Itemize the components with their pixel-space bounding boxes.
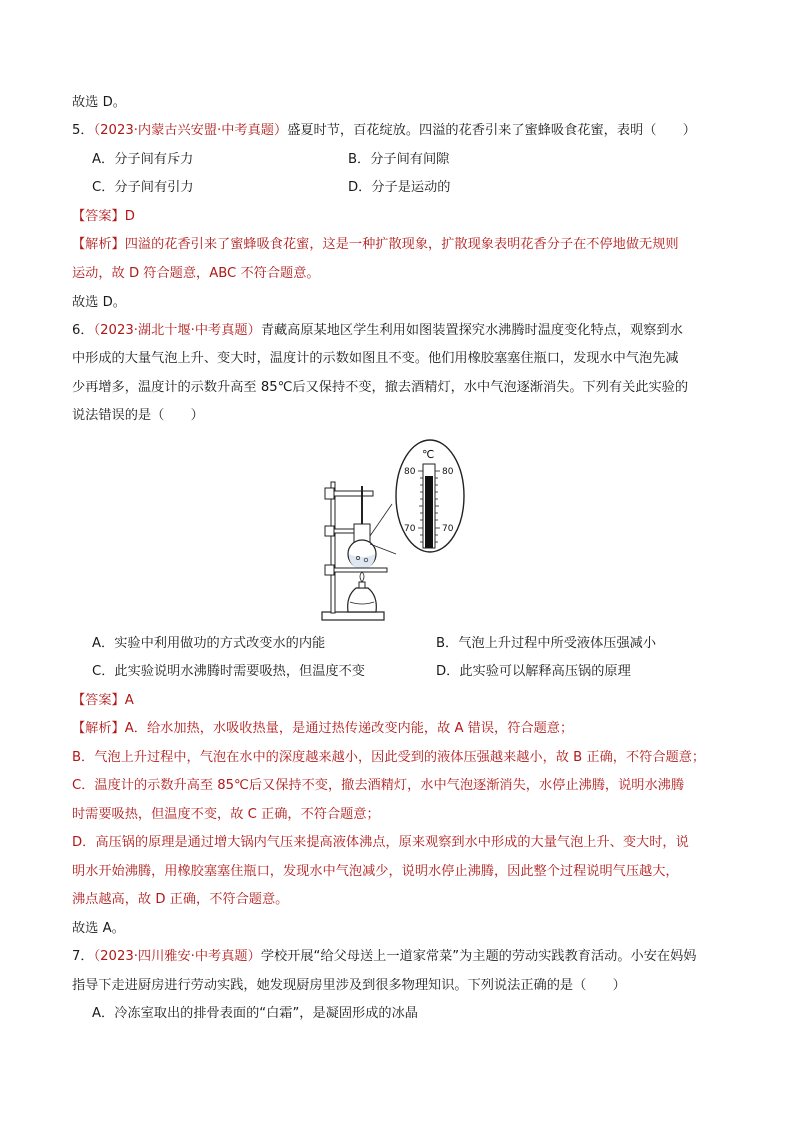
tick-70-left: 70 [404,524,416,534]
q6-stem-line-1 [72,321,683,341]
unit-label: ℃ [422,448,435,461]
q6-source: （2023·湖北十堰·中考真题） [93,323,261,338]
q5-answer: 【答案】D [72,209,135,224]
boiling-apparatus-figure [318,436,466,626]
q6-answer: 【答案】A [72,693,134,708]
q5-analysis-line-1: 【解析】四溢的花香引来了蜜蜂吸食花蜜，这是一种扩散现象，扩散现象表明花香分子在不停地做无规则 [72,237,679,252]
q5-option-c: C．分子间有引力 [92,180,194,195]
tick-80-left: 80 [404,467,416,477]
q6-stem-line-4: 说法错误的是（ ） [72,408,204,423]
q7-stem-line-1 [72,947,696,967]
q7-source: （2023·四川雅安·中考真题） [93,949,261,964]
q6-option-c: C．此实验说明水沸腾时需要吸热，但温度不变 [92,664,365,679]
q5-analysis-line-2: 运动，故 D 符合题意，ABC 不符合题意。 [72,266,320,281]
q6-option-b: B．气泡上升过程中所受液体压强减小 [436,636,657,651]
q7-number: 7． [72,949,94,964]
q5-option-b: B．分子间有间隙 [348,152,450,167]
q6-analysis-d-2: 明水开始沸腾，用橡胶塞塞住瓶口，发现水中气泡减少，说明水停止沸腾，因此整个过程说明气压越大， [72,864,679,879]
q5-stem-line [72,121,696,141]
q5-stem: 盛夏时节，百花绽放。四溢的花香引来了蜜蜂吸食花蜜，表明（ ） [287,123,696,138]
q5-option-a: A．分子间有斥力 [92,152,194,167]
q6-analysis-c-2: 时需要吸热，但温度不变，故 C 正确，不符合题意； [72,807,380,822]
q6-analysis-d-1: D．高压锅的原理是通过增大锅内气压来提高液体沸点，原来观察到水中形成的大量气泡上升、变大时，说 [72,835,689,850]
tick-80-right: 80 [442,467,454,477]
q6-option-d: D．此实验可以解释高压锅的原理 [436,664,631,679]
q7-stem-line-2: 指导下走进厨房进行劳动实践，她发现厨房里涉及到很多物理知识。下列说法正确的是（ ） [72,978,626,993]
stand-rod [331,482,335,613]
q5-number: 5． [72,123,94,138]
q6-conclusion: 故选 A。 [72,921,125,936]
q6-stem-1: 青藏高原某地区学生利用如图装置探究水沸腾时温度变化特点，观察到水 [260,323,683,338]
q6-stem-line-2: 中形成的大量气泡上升、变大时，温度计的示数如图且不变。他们用橡胶塞塞住瓶口，发现水中气泡先减 [72,351,679,366]
q6-number: 6． [72,323,94,338]
q6-option-a: A．实验中利用做功的方式改变水的内能 [92,636,326,651]
ring-support [327,568,387,572]
q6-analysis-d-3: 沸点越高，故 D 正确，不符合题意。 [72,892,289,907]
q7-option-a: A．冷冻室取出的排骨表面的“白霜”，是凝固形成的冰晶 [92,1006,418,1021]
q6-analysis-c-1: C．温度计的示数升高至 85℃后又保持不变，撤去酒精灯，水中气泡逐渐消失，水停止沸腾，说明水沸腾 [72,778,685,793]
q6-analysis-a: 【解析】A．给水加热，水吸收热量，是通过热传递改变内能，故 A 错误，符合题意； [72,721,574,736]
tick-70-right: 70 [442,524,454,534]
q5-conclusion: 故选 D。 [72,295,126,310]
q5-source: （2023·内蒙古兴安盟·中考真题） [93,123,288,138]
flask-neck [354,524,370,542]
lamp-flame [360,572,364,582]
q6-analysis-b: B．气泡上升过程中，气泡在水中的深度越来越小，因此受到的液体压强越来越小，故 B 正确，不符合题意； [72,750,706,765]
q6-stem-line-3: 少再增多，温度计的示数升高至 85℃后又保持不变，撤去酒精灯，水中气泡逐渐消失。下列有关此实验的 [72,380,689,395]
q7-stem-1: 学校开展“给父母送上一道家常菜”为主题的劳动实践教育活动。小安在妈妈 [260,949,697,964]
q5-option-d: D．分子是运动的 [348,180,451,195]
mercury-column [425,476,433,548]
alcohol-lamp [348,588,377,612]
prev-conclusion: 故选 D。 [72,95,126,110]
apparatus-drawing [318,436,466,626]
